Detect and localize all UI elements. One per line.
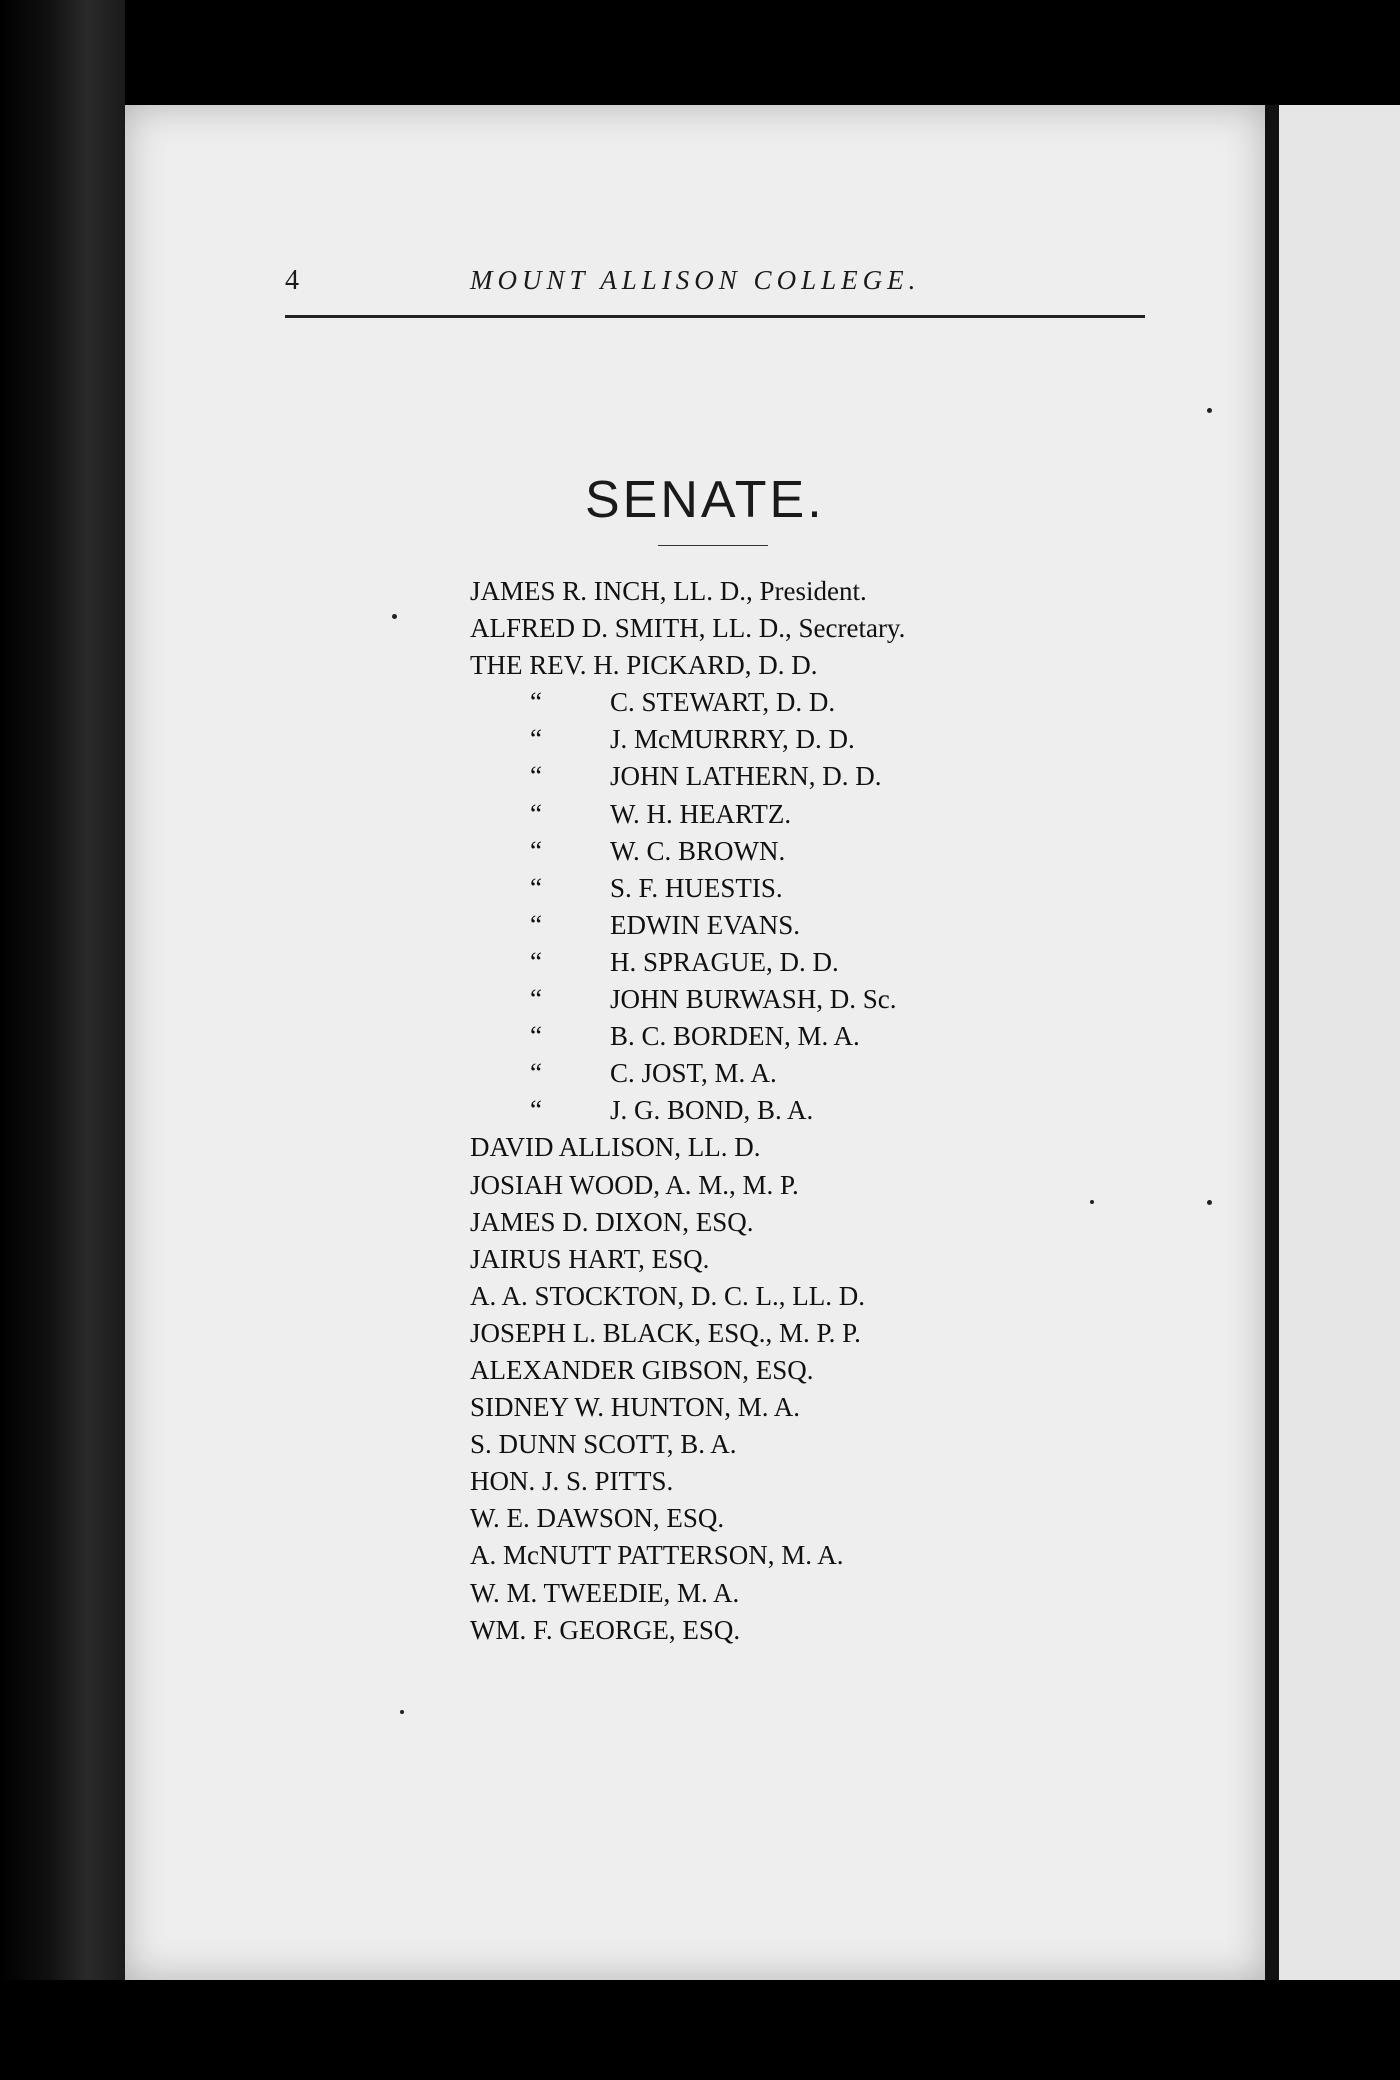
ditto-mark: “ (530, 872, 542, 903)
ditto-mark: “ (530, 1021, 542, 1052)
adjacent-page-edge (1279, 105, 1400, 1980)
scan-border-bottom (0, 1980, 1400, 2080)
senate-member (470, 1055, 905, 1092)
member-name: J. McMURRRY, D. D. (610, 724, 855, 755)
senate-member (470, 1389, 905, 1426)
senate-member (470, 944, 905, 981)
member-name: H. SPRAGUE, D. D. (610, 946, 839, 977)
senate-member (470, 1018, 905, 1055)
running-header (285, 265, 1145, 315)
member-name: S. DUNN SCOTT, B. A. (470, 1429, 737, 1460)
scan-speck (392, 614, 397, 619)
ditto-mark: “ (530, 1095, 542, 1126)
member-name: J. G. BOND, B. A. (610, 1095, 814, 1126)
scan-speck (400, 1710, 404, 1714)
member-name: SIDNEY W. HUNTON, M. A. (470, 1392, 801, 1423)
member-name: C. STEWART, D. D. (610, 687, 836, 718)
member-name: W. H. HEARTZ. (610, 798, 792, 829)
ditto-mark: “ (530, 798, 542, 829)
scan-speck (1207, 1200, 1212, 1205)
member-name: THE REV. H. PICKARD, D. D. (470, 650, 818, 681)
scan-speck (1207, 408, 1212, 413)
running-title: MOUNT ALLISON COLLEGE. (470, 265, 921, 295)
member-name: JAMES R. INCH, LL. D., President. (470, 576, 867, 606)
senate-member (470, 981, 905, 1018)
member-name: JOSIAH WOOD, A. M., M. P. (470, 1169, 799, 1200)
senate-member (470, 1241, 905, 1278)
scan-border-top (0, 0, 1400, 105)
ditto-mark: “ (530, 946, 542, 977)
member-name: WM. F. GEORGE, ESQ. (470, 1614, 741, 1645)
senate-member (470, 870, 905, 907)
member-name: JOSEPH L. BLACK, ESQ., M. P. P. (470, 1317, 861, 1348)
senate-member (470, 1463, 905, 1500)
ditto-mark: “ (530, 687, 542, 718)
senate-member (470, 758, 905, 795)
member-name: DAVID ALLISON, LL. D. (470, 1132, 761, 1163)
senate-member (470, 1129, 905, 1166)
member-name: S. F. HUESTIS. (610, 872, 783, 903)
ditto-mark: “ (530, 724, 542, 755)
ditto-mark: “ (530, 909, 542, 940)
header-rule (285, 315, 1145, 318)
member-name: JAMES D. DIXON, ESQ. (470, 1206, 754, 1237)
senate-member (470, 796, 905, 833)
senate-member (470, 647, 905, 684)
member-name: W. E. DAWSON, ESQ. (470, 1503, 725, 1534)
member-name: EDWIN EVANS. (610, 909, 800, 940)
senate-member (470, 1092, 905, 1129)
member-name: A. McNUTT PATTERSON, M. A. (470, 1540, 844, 1571)
senate-member (470, 610, 905, 647)
member-name: JAIRUS HART, ESQ. (470, 1243, 710, 1274)
senate-member (470, 907, 905, 944)
scan-speck (1090, 1200, 1094, 1204)
page-number: 4 (285, 265, 299, 296)
section-heading: SENATE. (585, 471, 825, 529)
senate-member (470, 721, 905, 758)
ditto-mark: “ (530, 1058, 542, 1089)
senate-member (470, 1278, 905, 1315)
member-name: HON. J. S. PITTS. (470, 1466, 674, 1497)
member-name: ALEXANDER GIBSON, ESQ. (470, 1354, 814, 1385)
senate-member (470, 684, 905, 721)
member-name: B. C. BORDEN, M. A. (610, 1021, 860, 1052)
scan-border-left (0, 0, 125, 2080)
senate-member (470, 1204, 905, 1241)
ditto-mark: “ (530, 984, 542, 1015)
book-gutter (1265, 105, 1279, 1980)
senate-member (470, 1352, 905, 1389)
senate-member (470, 1612, 905, 1649)
member-name: C. JOST, M. A. (610, 1058, 777, 1089)
senate-member (470, 573, 905, 610)
senate-member (470, 1575, 905, 1612)
senate-member (470, 1315, 905, 1352)
senate-member (470, 1426, 905, 1463)
ditto-mark: “ (530, 761, 542, 792)
member-name: ALFRED D. SMITH, LL. D., Secretary. (470, 613, 906, 644)
senate-member (470, 1537, 905, 1574)
member-name: A. A. STOCKTON, D. C. L., LL. D. (470, 1280, 866, 1311)
heading-rule (658, 545, 768, 546)
senate-member (470, 1500, 905, 1537)
member-name: JOHN LATHERN, D. D. (610, 761, 882, 792)
member-name: W. C. BROWN. (610, 835, 786, 866)
ditto-mark: “ (530, 835, 542, 866)
member-name: JOHN BURWASH, D. Sc. (610, 984, 897, 1015)
member-name: W. M. TWEEDIE, M. A. (470, 1577, 740, 1608)
senate-member-list (470, 573, 905, 1649)
senate-member (470, 1167, 905, 1204)
senate-member (470, 833, 905, 870)
